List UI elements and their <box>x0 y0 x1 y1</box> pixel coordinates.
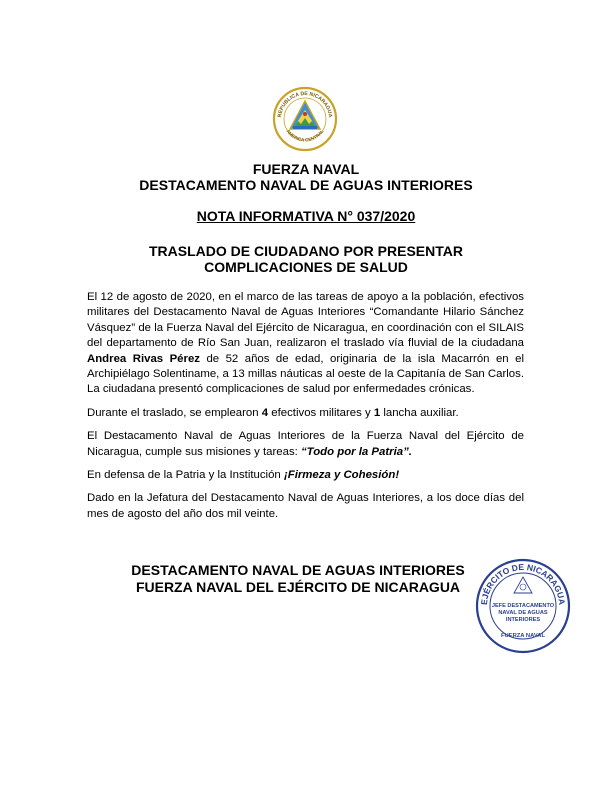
org-header-line1: FUERZA NAVAL <box>252 161 360 177</box>
signature-line1: DESTACAMENTO NAVAL DE AGUAS INTERIORES <box>131 562 465 578</box>
paragraph-3 <box>87 429 524 460</box>
svg-text:EJÉRCITO DE NICARAGUA <box>479 562 567 605</box>
seal-bottom-text: AMERICA CENTRAL <box>285 128 325 143</box>
stamp-text-line1: JEFE DESTACAMENTO <box>491 603 555 609</box>
paragraph-1-text-a: El 12 de agosto de 2020, en el marco de las tareas de apoyo a la población, efectivos militares del Destacamento Naval de Aguas Interiores “Comandante Hilario Sánchez Vásquez” de la Fuerza Naval del Ejército de Nicaragua, en coordinación con el SILAIS del departamento de Río San Juan, realizaron el traslado vía fluvial de la ciudadana <box>87 291 524 350</box>
org-header-line2: DESTACAMENTO NAVAL DE AGUAS INTERIORES <box>139 177 473 193</box>
svg-text:AMERICA CENTRAL <box>285 129 324 143</box>
document-title-line2: COMPLICACIONES DE SALUD <box>204 259 408 275</box>
paragraph-2-text-a: Durante el traslado, se emplearon <box>87 406 262 419</box>
seal-top-text: REPUBLICA DE NICARAGUA <box>277 90 333 118</box>
stamp-ring-text: EJÉRCITO DE NICARAGUA <box>478 561 568 606</box>
nicaragua-coat-of-arms-seal <box>272 86 338 152</box>
stamp-text-line2: NAVAL DE AGUAS <box>498 610 548 616</box>
paragraph-5: Dado en la Jefatura del Destacamento Naval de Aguas Interiores, a los doce días del mes de agosto del año dos mil veinte. <box>87 492 524 520</box>
paragraph-4 <box>87 468 524 483</box>
document-body <box>87 290 524 530</box>
paragraph-2-text-b: efectivos militares y <box>268 406 374 419</box>
signature-line2: FUERZA NAVAL DEL EJÉRCITO DE NICARAGUA <box>135 579 461 595</box>
document-title-line1: TRASLADO DE CIUDADANO POR PRESENTAR <box>149 243 463 259</box>
paragraph-4-text: En defensa de la Patria y la Institución <box>87 469 284 482</box>
official-stamp <box>474 557 572 655</box>
paragraph-1 <box>87 290 524 398</box>
stamp-text-line3: INTERIORES <box>505 617 541 623</box>
note-number-heading: NOTA INFORMATIVA N° 037/2020 <box>196 208 416 224</box>
paragraph-1-text-b: de 52 años de edad, originaria de la isla Macarrón en el Archipiélago Solentiname, a 13 millas náuticas al oeste de la Capitanía de San Carlos. La ciudadana presentó complicaciones de salud por enfermedades crónicas. <box>87 352 524 396</box>
motto-firmeza-y-cohesion: ¡Firmeza y Cohesión! <box>283 469 400 482</box>
paragraph-2 <box>87 406 524 421</box>
citizen-name: Andrea Rivas Pérez <box>87 352 200 365</box>
motto-todo-por-la-patria: “Todo por la Patria”. <box>300 445 412 458</box>
personnel-count: 4 <box>261 406 269 419</box>
paragraph-3-text: El Destacamento Naval de Aguas Interiores de la Fuerza Naval del Ejército de Nicaragua, cumple sus misiones y tareas: <box>87 430 524 458</box>
stamp-bottom-text: FUERZA NAVAL <box>500 633 546 639</box>
boat-count: 1 <box>373 406 381 419</box>
paragraph-2-text-c: lancha auxiliar. <box>380 406 459 419</box>
